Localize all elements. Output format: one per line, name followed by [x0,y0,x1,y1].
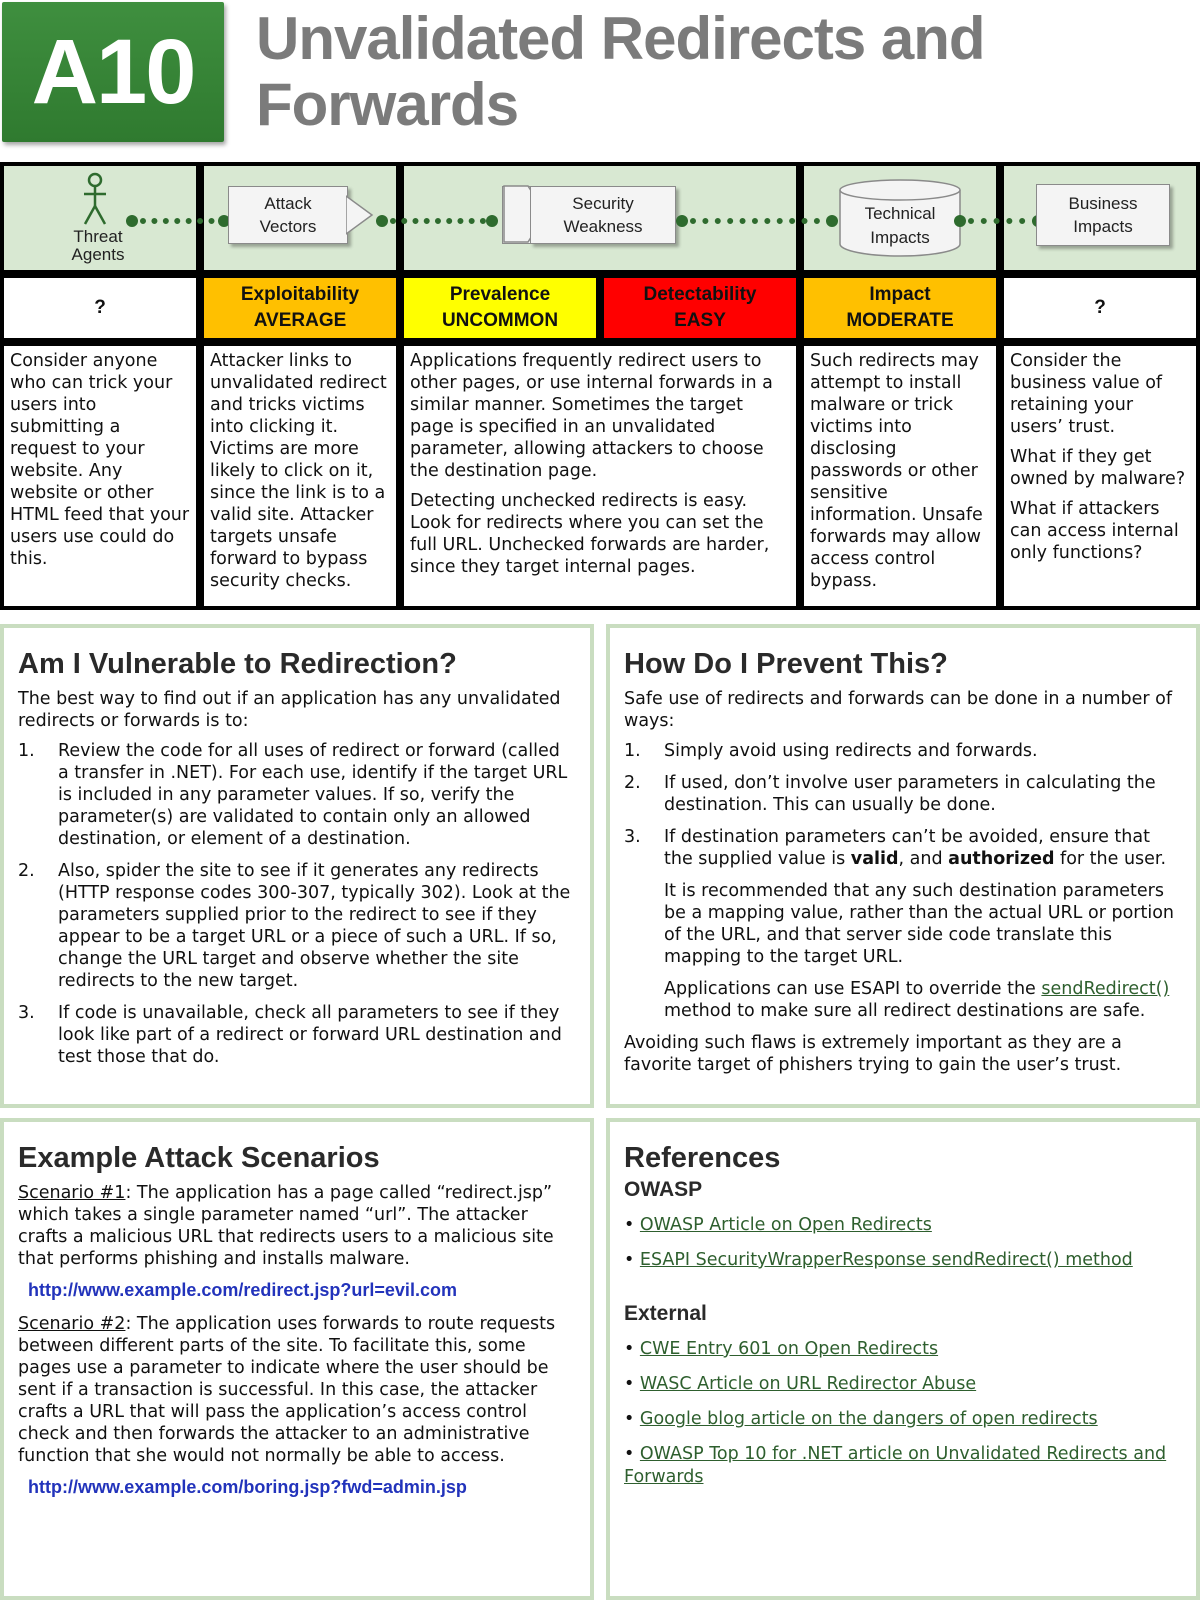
business-description-p3: What if attackers can access internal only functions? [1010,499,1179,563]
prevent-heading: How Do I Prevent This? [624,648,948,680]
weakness-description-p2: Detecting unchecked redirects is easy. Look for redirects where you can set the full URL. Unchecked forwards are harder, since they target internal pages. [410,491,770,577]
connector-dot [486,215,498,227]
title-line-2: Forwards [256,71,519,138]
connector-line [968,218,1038,224]
prevent-outro: Avoiding such flaws is extremely important as they are a favorite target of phishers trying to gain the user’s trust. [624,1033,1122,1075]
reference-item: • ESAPI SecurityWrapperResponse sendRedirect() method [624,1250,1133,1270]
title-line-1: Unvalidated Redirects and [256,5,985,72]
prevent-sub-2: Applications can use ESAPI to override the sendRedirect() method to make sure all redirect destinations are safe. [664,979,1170,1021]
impact-cell [804,278,996,338]
list-item: 3. If code is unavailable, check all parameters to see if they look like part of a redirect or forward URL destination and test those that do. [18,1003,562,1067]
reference-item: • OWASP Top 10 for .NET article on Unvalidated Redirects and Forwards [624,1444,1167,1487]
list-item: 1. Simply avoid using redirects and forwards. [624,741,1038,761]
security-weakness-label: Security Weakness [563,194,643,236]
vulnerable-intro: The best way to find out if an application has any unvalidated redirects or forwards is to: [18,689,561,731]
list-item: 2. If used, don’t involve user parameters in calculating the destination. This can usually be done. [624,773,1156,815]
reference-item: • WASC Article on URL Redirector Abuse [624,1374,977,1394]
reference-item: • OWASP Article on Open Redirects [624,1215,932,1235]
business-description-p1: Consider the business value of retaining your users’ trust. [1010,351,1163,437]
reference-item: • CWE Entry 601 on Open Redirects [624,1339,939,1359]
references-panel [606,1118,1200,1600]
attack-description-text: Attacker links to unvalidated redirect and tricks victims into clicking it. Victims are more likely to click on it, since the link is to a valid site. Attacker targets unsafe forward to bypass security checks. [210,351,387,591]
list-item: 1. Review the code for all uses of redirect or forward (called a transfer in .NET). For each use, identify if the target URL is included in any parameter values. If so, verify the parameter(s) are validated to contain only an allowed destination, or element of a destination. [18,741,568,849]
reference-link[interactable]: CWE Entry 601 on Open Redirects [639,1339,939,1359]
prevent-list [624,740,1182,870]
prevalence-cell [404,278,596,338]
connector-dot [126,215,138,227]
exploitability-label: Exploitability [240,284,360,305]
external-heading: External [624,1302,707,1325]
risk-table [0,162,1200,610]
reference-link[interactable]: WASC Article on URL Redirector Abuse [639,1374,977,1394]
vulnerable-panel [0,624,594,1108]
scenarios-panel [0,1118,594,1600]
exploitability-value: AVERAGE [253,310,347,331]
exploitability-cell [204,278,396,338]
vulnerable-list [18,740,576,1068]
detectability-label: Detectability [643,284,757,305]
threat-agent-person-icon [80,172,110,228]
connector-dot [676,215,688,227]
list-item: 2. Also, spider the site to see if it generates any redirects (HTTP response codes 300-307, typically 302). Look at the parameters supplied prior to the redirect to see if they appear to be a target URL or a piece of such a URL. If so, change the URL target and observe whether the site redirects to the new target. [18,861,571,991]
owasp-heading: OWASP [624,1178,703,1201]
connector-dot [954,215,966,227]
business-rating: ? [1094,297,1106,318]
detectability-value: EASY [674,310,726,331]
weakness-description-p1: Applications frequently redirect users to other pages, or use internal forwards in a similar manner. Sometimes the target page is specified in an unvalidated parameter, allowing attackers to choose the destination page. [410,351,773,481]
connector-dot [826,215,838,227]
sendredirect-link[interactable]: sendRedirect() [1041,979,1170,999]
reference-link[interactable]: Google blog article on the dangers of open redirects [639,1409,1098,1429]
scenario-1-url: http://www.example.com/redirect.jsp?url=evil.com [28,1280,457,1300]
prevalence-label: Prevalence [449,284,551,305]
scenarios-heading: Example Attack Scenarios [18,1142,380,1174]
reference-link[interactable]: OWASP Article on Open Redirects [639,1215,932,1235]
threat-rating: ? [94,297,106,318]
reference-item: • Google blog article on the dangers of open redirects [624,1409,1098,1429]
business-rating-cell [1004,278,1196,338]
attack-vectors-label: Attack Vectors [259,194,317,236]
impact-label: Impact [869,284,931,305]
weakness-description [404,346,796,606]
threat-agents-label: Threat Agents [71,227,125,264]
impact-value: MODERATE [846,310,954,331]
connector-dot [376,215,388,227]
prevent-intro: Safe use of redirects and forwards can be done in a number of ways: [624,689,1173,731]
technical-description [804,346,996,606]
prevent-panel [606,624,1200,1108]
references-heading: References [624,1142,781,1174]
business-impacts-box [1036,184,1170,246]
reference-link[interactable]: OWASP Top 10 for .NET article on Unvalidated Redirects and Forwards [624,1444,1167,1487]
vulnerable-heading: Am I Vulnerable to Redirection? [18,648,457,680]
page-title [256,6,1186,138]
connector-line [390,218,486,224]
prevalence-value: UNCOMMON [441,310,559,331]
scenario-1: Scenario #1: The application has a page called “redirect.jsp” which takes a single parameter named “url”. The attacker crafts a malicious URL that redirects users to a malicious site that performs phishing and installs malware. [18,1183,554,1269]
category-badge: A10 [2,2,224,142]
security-weakness-box [530,186,676,244]
threat-description-text: Consider anyone who can trick your users into submitting a request to your website. Any website or other HTML feed that your users use could do this. [10,351,190,569]
technical-impacts-label: Technical Impacts [864,204,936,247]
detectability-cell [604,278,796,338]
connector-line [140,218,226,224]
business-impacts-label: Business Impacts [1068,194,1138,236]
reference-link[interactable]: ESAPI SecurityWrapperResponse sendRedirect() method [639,1250,1133,1270]
arrow-head-icon [346,186,376,244]
business-description-p2: What if they get owned by malware? [1010,447,1186,489]
threat-description [4,346,196,606]
scenario-2: Scenario #2: The application uses forwards to route requests between different parts of the site. To facilitate this, some pages use a parameter to indicate where the user should be sent if a transaction is successful. In this case, the attacker crafts a URL that will pass the application’s access control check and then forwards the attacker to an administrative function that she would not normally be able to access. [18,1314,556,1466]
business-description [1004,346,1196,606]
technical-description-text: Such redirects may attempt to install malware or trick victims into disclosing passwords or other sensitive information. Unsafe forwards may allow access control bypass. [810,351,983,591]
prevent-sub-1: It is recommended that any such destination parameters be a mapping value, rather than the actual URL or portion of the URL, and that server side code translate this mapping to the target URL. [664,881,1174,967]
threat-rating-cell [4,278,196,338]
attack-description [204,346,396,606]
connector-line [690,218,820,224]
list-item: 3. If destination parameters can’t be avoided, ensure that the supplied value is valid, and authorized for the user. [624,827,1167,869]
attack-vectors-box [228,186,348,244]
scenario-2-url: http://www.example.com/boring.jsp?fwd=admin.jsp [28,1477,467,1497]
